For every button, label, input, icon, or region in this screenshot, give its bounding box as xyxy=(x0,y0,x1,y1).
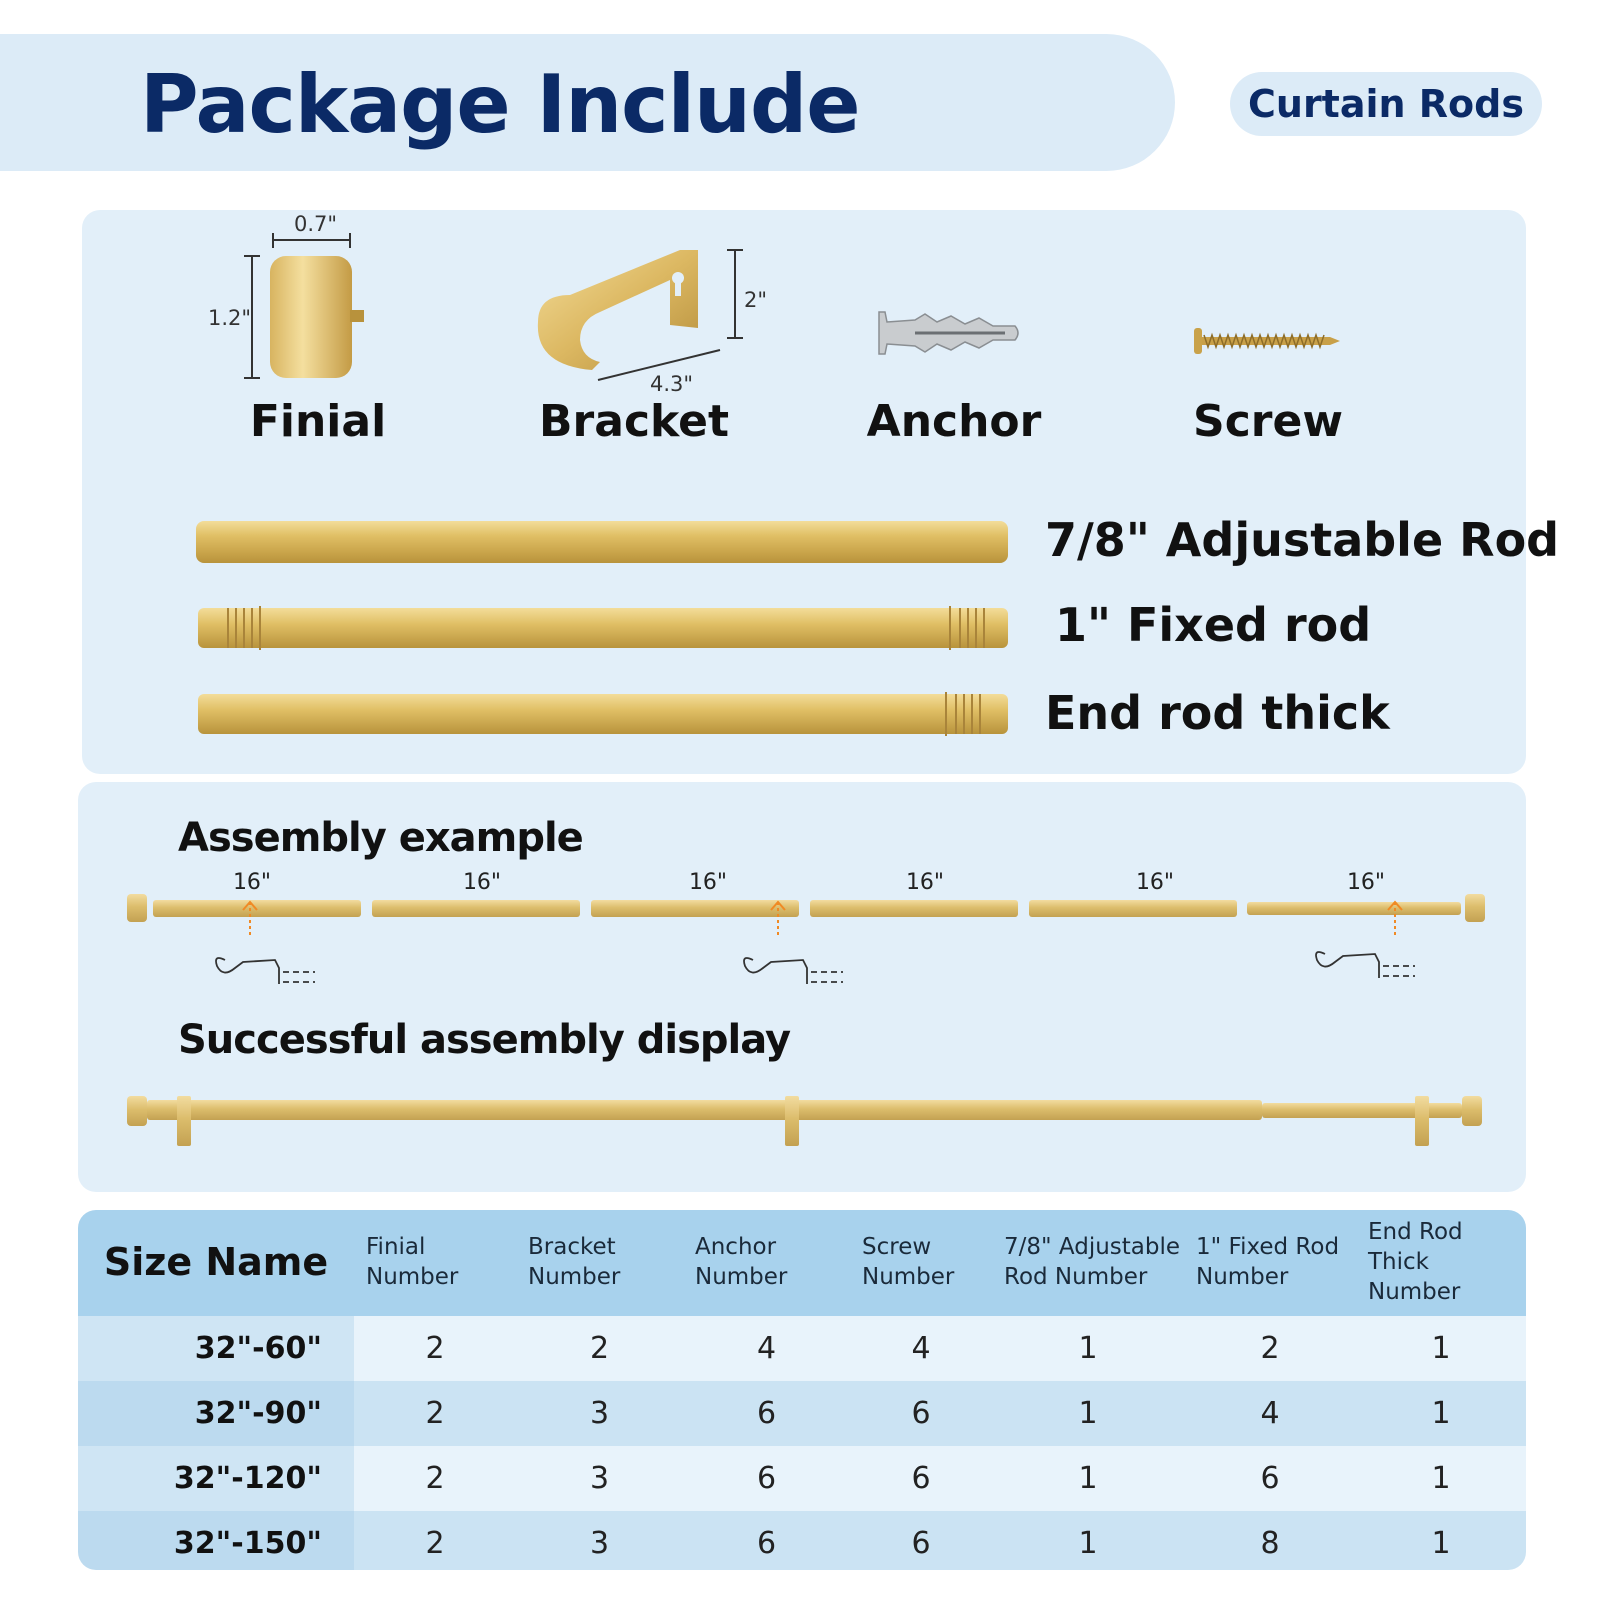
table-cell: 3 xyxy=(516,1381,683,1446)
table-cell: 2 xyxy=(354,1511,516,1570)
segment-dim: 16" xyxy=(905,870,945,895)
table-cell: 1 xyxy=(1356,1381,1526,1446)
column-header: 7/8" Adjustable Rod Number xyxy=(992,1210,1184,1316)
column-header: 1" Fixed Rod Number xyxy=(1184,1210,1356,1316)
column-header: Bracket Number xyxy=(516,1210,683,1316)
table-cell: 1 xyxy=(1356,1316,1526,1381)
table-row xyxy=(78,1316,1526,1381)
end-rod-label: End rod thick xyxy=(1045,686,1390,740)
table-cell: 6 xyxy=(1184,1446,1356,1511)
table-row xyxy=(78,1446,1526,1511)
quantity-table xyxy=(78,1210,1526,1570)
table-cell: 6 xyxy=(683,1511,850,1570)
size-cell: 32"-150" xyxy=(78,1511,354,1570)
finial-icon xyxy=(200,218,380,388)
table-cell: 2 xyxy=(354,1446,516,1511)
segment-dim: 16" xyxy=(1135,870,1175,895)
segment-dim: 16" xyxy=(688,870,728,895)
column-header: End Rod Thick Number xyxy=(1356,1210,1526,1316)
table-cell: 8 xyxy=(1184,1511,1356,1570)
finial-label: Finial xyxy=(249,396,387,447)
table-cell: 1 xyxy=(1356,1511,1526,1570)
segment-dim: 16" xyxy=(1346,870,1386,895)
table-row xyxy=(78,1511,1526,1570)
bracket-height-dim: 2" xyxy=(744,288,768,312)
bracket-icon xyxy=(530,240,770,390)
size-cell: 32"-120" xyxy=(78,1446,354,1511)
bracket-label: Bracket xyxy=(539,396,729,447)
size-cell: 32"-60" xyxy=(78,1316,354,1381)
assembled-rod-image xyxy=(125,1092,1485,1152)
table-cell: 2 xyxy=(354,1316,516,1381)
assembly-display-title: Successful assembly display xyxy=(178,1017,791,1063)
table-cell: 1 xyxy=(992,1511,1184,1570)
table-header-row xyxy=(78,1210,1526,1316)
table-cell: 4 xyxy=(1184,1381,1356,1446)
anchor-label: Anchor xyxy=(866,396,1042,447)
table-cell: 1 xyxy=(992,1446,1184,1511)
table-cell: 6 xyxy=(850,1381,992,1446)
end-rod-image xyxy=(198,690,1008,738)
segment-dim: 16" xyxy=(462,870,502,895)
table-cell: 1 xyxy=(1356,1446,1526,1511)
anchor-icon xyxy=(875,308,1025,358)
segment-dim: 16" xyxy=(232,870,272,895)
table-cell: 6 xyxy=(683,1446,850,1511)
fixed-rod-image xyxy=(198,604,1008,652)
table-cell: 3 xyxy=(516,1446,683,1511)
table-cell: 4 xyxy=(850,1316,992,1381)
table-cell: 2 xyxy=(1184,1316,1356,1381)
table-cell: 2 xyxy=(354,1381,516,1446)
table-cell: 6 xyxy=(683,1381,850,1446)
screw-icon xyxy=(1192,326,1342,356)
column-header: Anchor Number xyxy=(683,1210,850,1316)
table-cell: 1 xyxy=(992,1316,1184,1381)
page-title: Package Include xyxy=(140,58,860,151)
assembly-example-diagram xyxy=(125,888,1485,998)
table-row xyxy=(78,1381,1526,1446)
table-cell: 6 xyxy=(850,1446,992,1511)
assembly-example-title: Assembly example xyxy=(178,815,583,861)
category-badge: Curtain Rods xyxy=(1230,72,1542,136)
size-name-header: Size Name xyxy=(78,1210,354,1316)
table-cell: 1 xyxy=(992,1381,1184,1446)
column-header: Screw Number xyxy=(850,1210,992,1316)
column-header: Finial Number xyxy=(354,1210,516,1316)
table-cell: 6 xyxy=(850,1511,992,1570)
size-cell: 32"-90" xyxy=(78,1381,354,1446)
finial-height-dim: 1.2" xyxy=(208,306,252,330)
adjustable-rod-image xyxy=(196,521,1008,563)
finial-width-dim: 0.7" xyxy=(294,212,338,236)
bracket-width-dim: 4.3" xyxy=(650,372,694,396)
table-cell: 4 xyxy=(683,1316,850,1381)
table-cell: 3 xyxy=(516,1511,683,1570)
table-cell: 2 xyxy=(516,1316,683,1381)
adjustable-rod-label: 7/8" Adjustable Rod xyxy=(1045,513,1560,567)
fixed-rod-label: 1" Fixed rod xyxy=(1055,598,1372,652)
screw-label: Screw xyxy=(1193,396,1343,447)
